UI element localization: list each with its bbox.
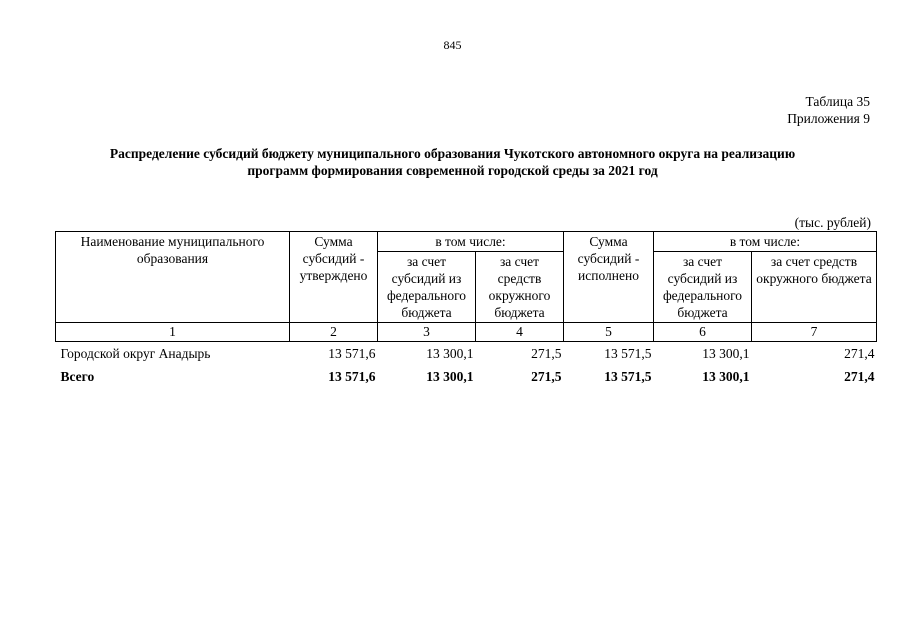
sum-approved-value: 13 571,6 bbox=[328, 346, 376, 361]
table-row bbox=[56, 342, 877, 363]
total-row bbox=[56, 362, 877, 385]
header-sum-executed: Сумма субсидий - исполнено bbox=[564, 232, 654, 323]
column-number: 1 bbox=[56, 323, 290, 342]
total-sum-executed: 13 571,5 bbox=[604, 369, 652, 384]
column-number: 3 bbox=[378, 323, 476, 342]
header-sum-approved: Сумма субсидий - утверждено bbox=[290, 232, 378, 323]
header-federal-approved: за счет субсидий из федерального бюджета bbox=[378, 252, 476, 323]
header-municipality-name: Наименование муниципального образования bbox=[56, 232, 290, 323]
table-number: Таблица 35 bbox=[805, 94, 870, 109]
municipality-name: Городской округ Анадырь bbox=[60, 346, 211, 361]
units-label: (тыс. рублей) bbox=[794, 215, 871, 230]
header-federal-executed: за счет субсидий из федерального бюджета bbox=[654, 252, 752, 323]
column-number: 7 bbox=[752, 323, 877, 342]
total-federal-executed: 13 300,1 bbox=[702, 369, 750, 384]
district-approved-value: 271,5 bbox=[531, 346, 562, 361]
document-title bbox=[40, 145, 865, 179]
federal-approved-value: 13 300,1 bbox=[426, 346, 474, 361]
column-number: 4 bbox=[476, 323, 564, 342]
table-reference bbox=[787, 93, 870, 127]
page-number: 845 bbox=[443, 38, 462, 52]
title-line-2: программ формирования современной городской среды за 2021 год bbox=[247, 163, 658, 178]
header-including-approved: в том числе: bbox=[378, 232, 564, 252]
header-district-executed: за счет средств окружного бюджета bbox=[752, 252, 877, 323]
column-number: 5 bbox=[564, 323, 654, 342]
column-number: 6 bbox=[654, 323, 752, 342]
total-sum-approved: 13 571,6 bbox=[328, 369, 376, 384]
appendix-number: Приложения 9 bbox=[787, 111, 870, 126]
sum-executed-value: 13 571,5 bbox=[604, 346, 652, 361]
column-number-row bbox=[56, 323, 877, 342]
total-district-approved: 271,5 bbox=[531, 369, 562, 384]
header-including-executed: в том числе: bbox=[654, 232, 877, 252]
total-district-executed: 271,4 bbox=[844, 369, 875, 384]
title-line-1: Распределение субсидий бюджету муниципального образования Чукотского автономного округа на реализацию bbox=[109, 146, 796, 161]
district-executed-value: 271,4 bbox=[844, 346, 875, 361]
total-federal-approved: 13 300,1 bbox=[426, 369, 474, 384]
header-district-approved: за счет средств окружного бюджета bbox=[476, 252, 564, 323]
column-number: 2 bbox=[290, 323, 378, 342]
total-label: Всего bbox=[60, 369, 95, 384]
subsidy-distribution-table bbox=[55, 231, 877, 385]
header-row-top bbox=[56, 232, 877, 252]
federal-executed-value: 13 300,1 bbox=[702, 346, 750, 361]
